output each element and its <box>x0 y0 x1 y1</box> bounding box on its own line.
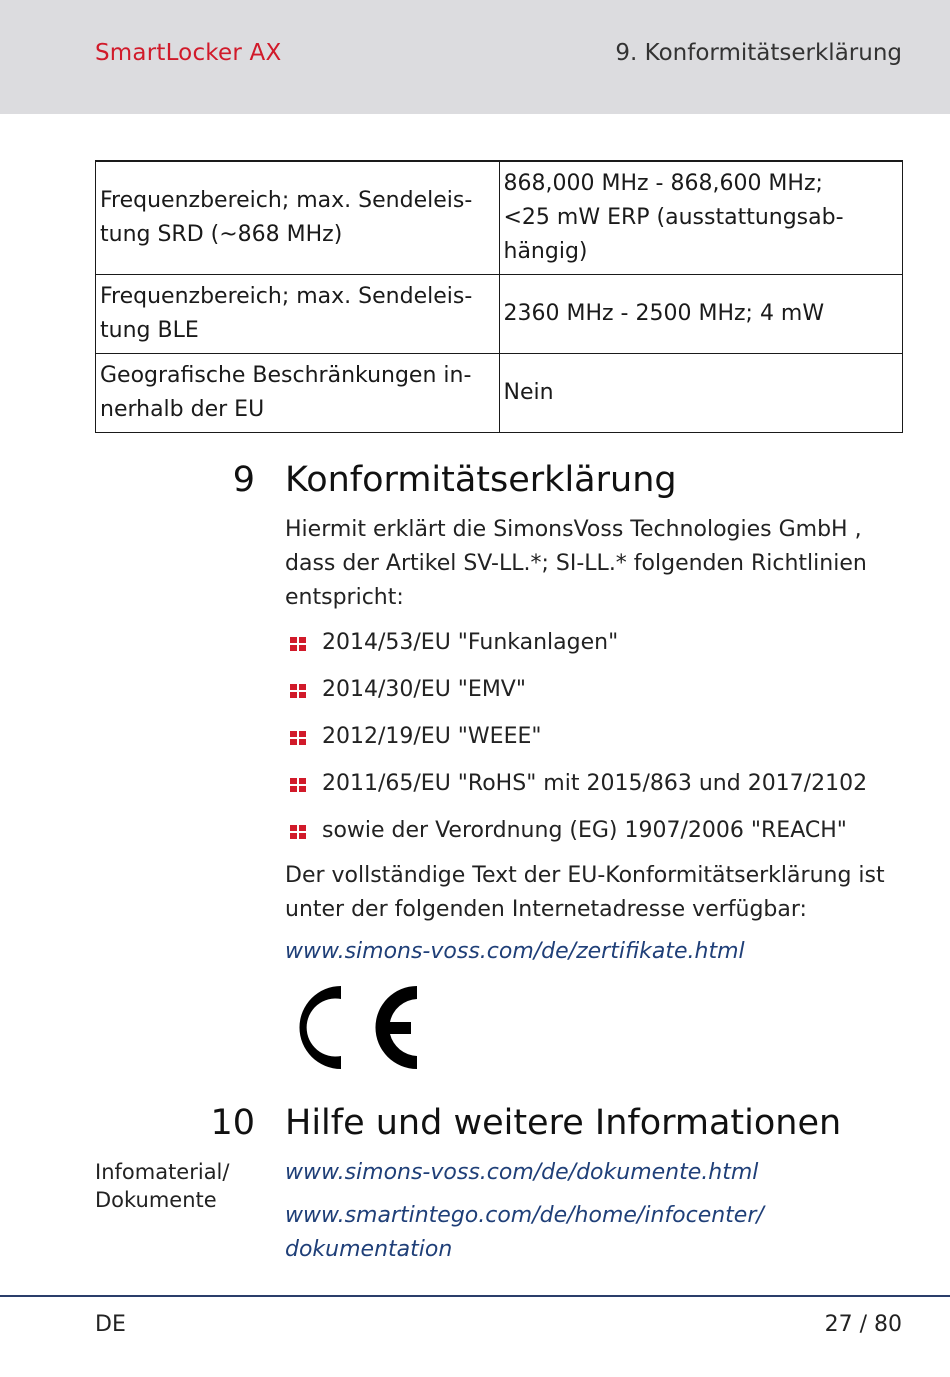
directive-text: sowie der Verordnung (EG) 1907/2006 "REACH" <box>322 818 847 843</box>
table-row <box>96 161 903 275</box>
directive-text: 2012/19/EU "WEEE" <box>322 724 542 749</box>
certificates-link[interactable]: www.simons-voss.com/de/zertifikate.html <box>285 939 745 964</box>
ce-mark-icon <box>285 980 420 1075</box>
square-bullet-icon <box>290 637 306 651</box>
table-cell-value: 868,000 MHz - 868,600 MHz; <25 mW ERP (ausstattungsab- hängig) <box>499 161 903 275</box>
section-title: Hilfe und weitere Informationen <box>285 1103 842 1143</box>
square-bullet-icon <box>290 684 306 698</box>
full-text-note: Der vollständige Text der EU-Konformitätserklärung ist unter der folgenden Internetadresse verfügbar: <box>285 863 885 922</box>
square-bullet-icon <box>290 825 306 839</box>
page-number: 27 / 80 <box>824 1312 902 1337</box>
directive-text: 2014/30/EU "EMV" <box>322 677 526 702</box>
documents-link[interactable]: www.simons-voss.com/de/dokumente.html <box>285 1160 759 1185</box>
chapter-reference: 9. Konformitätserklärung <box>615 40 902 66</box>
table-cell-label: Frequenzbereich; max. Sendeleis- tung SRD (~868 MHz) <box>96 161 500 275</box>
side-label: Infomaterial/ Dokumente <box>95 1160 230 1212</box>
table-row <box>96 275 903 354</box>
directive-text: 2014/53/EU "Funkanlagen" <box>322 630 619 655</box>
table-row <box>96 354 903 433</box>
square-bullet-icon <box>290 778 306 792</box>
section-number: 10 <box>210 1103 255 1143</box>
page-header <box>0 0 950 114</box>
infocenter-link[interactable]: www.smartintego.com/de/home/infocenter/ dokumentation <box>285 1203 764 1262</box>
directive-text: 2011/65/EU "RoHS" mit 2015/863 und 2017/2102 <box>322 771 868 796</box>
table-cell-value: 2360 MHz - 2500 MHz; 4 mW <box>499 275 903 354</box>
spec-table <box>95 160 903 433</box>
section-title: Konformitätserklärung <box>285 460 677 500</box>
footer-language: DE <box>95 1312 126 1337</box>
brand-title: SmartLocker AX <box>95 40 282 66</box>
footer-divider <box>0 1295 950 1297</box>
intro-paragraph: Hiermit erklärt die SimonsVoss Technologies GmbH , dass der Artikel SV-LL.*; SI-LL.* folgenden Richtlinien entspricht: <box>285 517 867 610</box>
table-cell-label: Frequenzbereich; max. Sendeleis- tung BLE <box>96 275 500 354</box>
square-bullet-icon <box>290 731 306 745</box>
table-cell-value: Nein <box>499 354 903 433</box>
table-cell-label: Geografische Beschränkungen in- nerhalb der EU <box>96 354 500 433</box>
section-number: 9 <box>232 460 255 500</box>
